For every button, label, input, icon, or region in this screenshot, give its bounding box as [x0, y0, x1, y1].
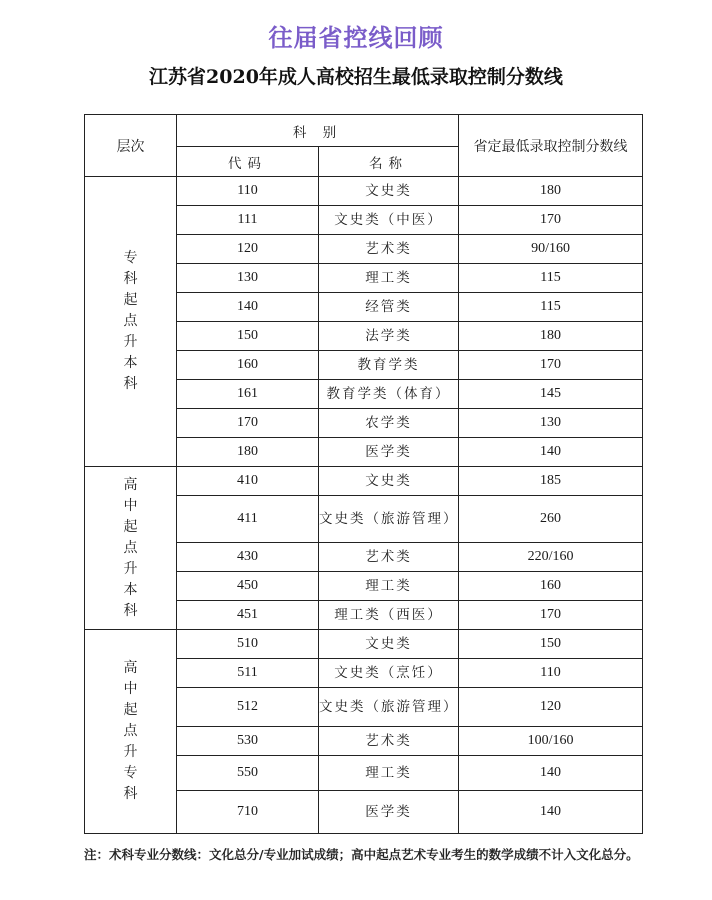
score-cell: 170	[459, 601, 643, 630]
table-row	[85, 630, 643, 659]
name-cell: 教育学类	[319, 351, 459, 380]
name-cell: 文史类	[319, 630, 459, 659]
name-cell: 文史类（旅游管理）	[319, 496, 459, 543]
name-cell: 文史类（旅游管理）	[319, 688, 459, 727]
name-cell: 艺术类	[319, 235, 459, 264]
code-cell: 161	[177, 380, 319, 409]
document-title: 江苏省2020年成人高校招生最低录取控制分数线	[149, 66, 563, 88]
score-cell: 170	[459, 351, 643, 380]
code-cell: 410	[177, 467, 319, 496]
name-cell: 理工类	[319, 264, 459, 293]
name-cell: 法学类	[319, 322, 459, 351]
score-cell: 180	[459, 322, 643, 351]
score-cell: 160	[459, 572, 643, 601]
name-cell: 理工类	[319, 756, 459, 791]
code-cell: 450	[177, 572, 319, 601]
code-cell: 160	[177, 351, 319, 380]
score-cell: 115	[459, 264, 643, 293]
name-cell: 文史类（中医）	[319, 206, 459, 235]
score-cell: 115	[459, 293, 643, 322]
score-cell: 130	[459, 409, 643, 438]
table-row	[85, 177, 643, 206]
score-cell: 110	[459, 659, 643, 688]
header-name: 名称	[319, 147, 459, 177]
code-cell: 411	[177, 496, 319, 543]
code-cell: 530	[177, 727, 319, 756]
name-cell: 经管类	[319, 293, 459, 322]
score-cell: 140	[459, 438, 643, 467]
name-cell: 艺术类	[319, 727, 459, 756]
level-cell: 高 中 起 点 升 专 科	[85, 630, 177, 834]
score-table	[84, 114, 643, 834]
code-cell: 110	[177, 177, 319, 206]
score-cell: 120	[459, 688, 643, 727]
level-cell: 专 科 起 点 升 本 科	[85, 177, 177, 467]
name-cell: 医学类	[319, 438, 459, 467]
code-cell: 111	[177, 206, 319, 235]
score-cell: 145	[459, 380, 643, 409]
score-cell: 170	[459, 206, 643, 235]
code-cell: 180	[177, 438, 319, 467]
score-cell: 150	[459, 630, 643, 659]
level-cell: 高 中 起 点 升 本 科	[85, 467, 177, 630]
code-cell: 430	[177, 543, 319, 572]
code-cell: 451	[177, 601, 319, 630]
score-cell: 100/160	[459, 727, 643, 756]
score-cell: 140	[459, 791, 643, 834]
score-cell: 140	[459, 756, 643, 791]
score-cell: 180	[459, 177, 643, 206]
banner-heading: 往届省控线回顾	[268, 24, 444, 52]
header-code: 代码	[177, 147, 319, 177]
header-score: 省定最低录取控制分数线	[459, 115, 643, 177]
name-cell: 教育学类（体育）	[319, 380, 459, 409]
name-cell: 理工类	[319, 572, 459, 601]
table-body	[85, 177, 643, 834]
code-cell: 120	[177, 235, 319, 264]
score-cell: 185	[459, 467, 643, 496]
name-cell: 文史类	[319, 467, 459, 496]
code-cell: 510	[177, 630, 319, 659]
header-level: 层次	[85, 115, 177, 177]
score-cell: 90/160	[459, 235, 643, 264]
code-cell: 710	[177, 791, 319, 834]
code-cell: 512	[177, 688, 319, 727]
score-cell: 260	[459, 496, 643, 543]
code-cell: 550	[177, 756, 319, 791]
code-cell: 170	[177, 409, 319, 438]
code-cell: 150	[177, 322, 319, 351]
name-cell: 文史类	[319, 177, 459, 206]
header-subject: 科 别	[177, 115, 459, 147]
score-cell: 220/160	[459, 543, 643, 572]
name-cell: 艺术类	[319, 543, 459, 572]
name-cell: 理工类（西医）	[319, 601, 459, 630]
name-cell: 医学类	[319, 791, 459, 834]
table-row	[85, 467, 643, 496]
code-cell: 130	[177, 264, 319, 293]
code-cell: 511	[177, 659, 319, 688]
name-cell: 农学类	[319, 409, 459, 438]
code-cell: 140	[177, 293, 319, 322]
footnote: 注：术科专业分数线：文化总分/专业加试成绩；高中起点艺术专业考生的数学成绩不计入文化总分。	[84, 847, 639, 862]
name-cell: 文史类（烹饪）	[319, 659, 459, 688]
